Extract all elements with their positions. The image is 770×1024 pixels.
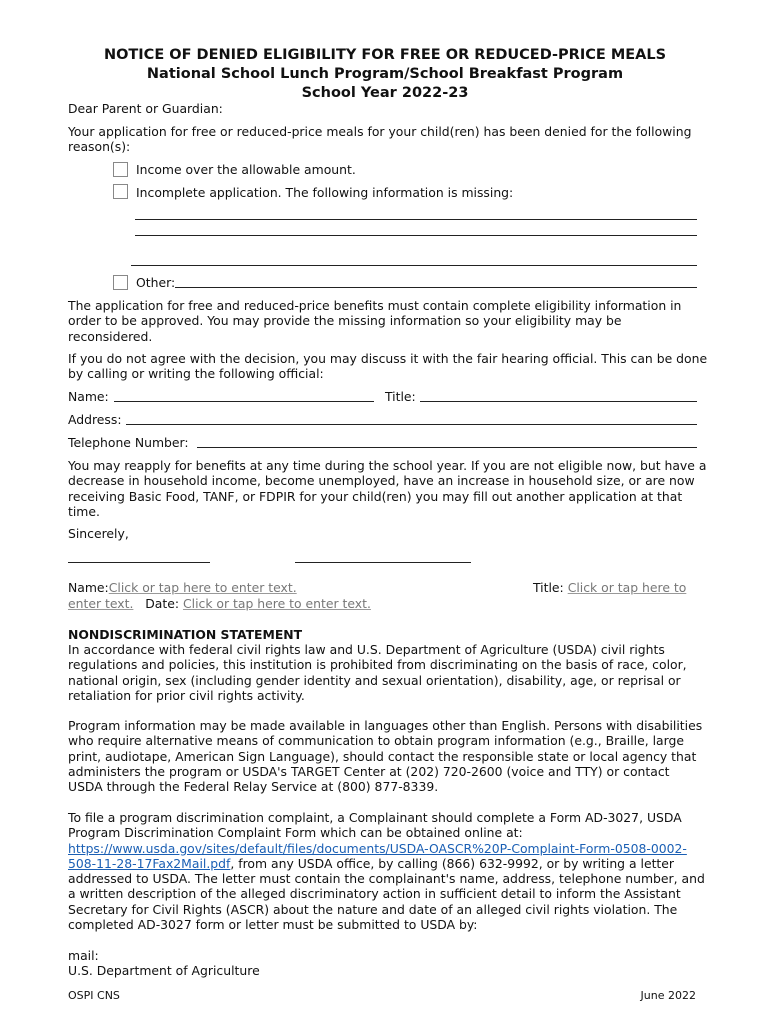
other-checkbox[interactable] bbox=[113, 275, 128, 290]
document-title: NOTICE OF DENIED ELIGIBILITY FOR FREE OR REDUCED-PRICE MEALS bbox=[103, 47, 667, 63]
nondiscrimination-p1: In accordance with federal civil rights law and U.S. Department of Agriculture (USDA) civil rights regulations and policies, this institution is prohibited from discriminating on the basis of race, color, national origin, sex (including gender identity and sexual orientation), disability, age, or reprisal or retaliation for prior civil rights activity. bbox=[68, 642, 687, 703]
signature-date-label: Date: bbox=[145, 596, 180, 611]
reason-other-label: Other: bbox=[136, 275, 176, 290]
official-phone-label: Telephone Number: bbox=[68, 435, 189, 450]
other-reason-line[interactable] bbox=[175, 287, 697, 288]
p3-end-text: , from any USDA office, by calling (866) 632-9992, or by writing a letter addressed to USDA. The letter must contain the complainant's name, address, telephone number, and a written description of the alleged discriminatory action in sufficient detail to inform the Assistant Secretary for Civil Rights (ASCR) about the nature and date of an alleged civil rights violation. The completed AD-3027 form or letter must be submitted to USDA by: bbox=[68, 855, 705, 933]
nondiscrimination-p3 bbox=[68, 810, 708, 932]
official-name-field[interactable] bbox=[114, 401, 374, 402]
signature-title-input[interactable]: Click or tap here to bbox=[567, 580, 687, 595]
school-year: School Year 2022-23 bbox=[301, 85, 469, 101]
signature-line-right[interactable] bbox=[295, 562, 471, 563]
official-title-field[interactable] bbox=[420, 401, 697, 402]
document-subtitle: National School Lunch Program/School Breakfast Program bbox=[146, 66, 624, 82]
incomplete-checkbox[interactable] bbox=[113, 184, 128, 199]
complete-info-paragraph: The application for free and reduced-price benefits must contain complete eligibility information in order to be approved. You may provide the missing information so your eligibility may be reconsidered. bbox=[68, 298, 682, 344]
missing-info-line-1[interactable] bbox=[135, 219, 697, 220]
signature-line-left[interactable] bbox=[68, 562, 210, 563]
signature-date-row bbox=[68, 596, 371, 611]
missing-info-line-2[interactable] bbox=[135, 235, 697, 236]
official-name-label: Name: bbox=[68, 389, 109, 404]
official-address-label: Address: bbox=[68, 412, 122, 427]
signature-name-input[interactable]: Click or tap here to enter text. bbox=[108, 580, 297, 595]
signature-title-input-cont[interactable]: enter text. bbox=[68, 596, 134, 611]
reapply-paragraph: You may reapply for benefits at any time during the school year. If you are not eligible now, but have a decrease in household income, become unemployed, have an increase in household size, or are now receiving Basic Food, TANF, or FDPIR for your child(ren) you may fill out another application at that time. bbox=[68, 458, 707, 519]
mail-label: mail: bbox=[68, 948, 99, 963]
signature-title-label: Title: bbox=[533, 580, 564, 595]
reason-income-label: Income over the allowable amount. bbox=[136, 162, 356, 177]
sincerely: Sincerely, bbox=[68, 526, 129, 541]
signature-date-input[interactable]: Click or tap here to enter text. bbox=[182, 596, 371, 611]
footer-left: OSPI CNS bbox=[68, 989, 120, 1002]
income-checkbox[interactable] bbox=[113, 162, 128, 177]
reason-incomplete-label: Incomplete application. The following information is missing: bbox=[136, 185, 514, 200]
signature-name-row bbox=[68, 580, 297, 595]
official-address-field[interactable] bbox=[126, 424, 697, 425]
signature-title-row bbox=[533, 580, 686, 595]
missing-info-line-3[interactable] bbox=[131, 265, 697, 266]
official-phone-field[interactable] bbox=[197, 447, 697, 448]
complaint-form-link[interactable]: https://www.usda.gov/sites/default/files/documents/USDA-OASCR%20P-Complaint-Form-0508-0002-508-11-28-17Fax2Mail.pdf bbox=[68, 840, 687, 871]
official-title-label: Title: bbox=[385, 389, 416, 404]
greeting: Dear Parent or Guardian: bbox=[68, 101, 223, 116]
p3-start-text: To file a program discrimination complaint, a Complainant should complete a Form AD-3027, USDA Program Discrimination Complaint Form which can be obtained online at: bbox=[68, 810, 682, 841]
mail-address-line-1: U.S. Department of Agriculture bbox=[68, 963, 260, 978]
footer-right: June 2022 bbox=[640, 989, 696, 1002]
disagree-paragraph: If you do not agree with the decision, you may discuss it with the fair hearing official. This can be done by calling or writing the following official: bbox=[68, 351, 708, 382]
intro-paragraph: Your application for free or reduced-price meals for your child(ren) has been denied for the following reason(s): bbox=[68, 124, 692, 155]
nondiscrimination-p2: Program information may be made available in languages other than English. Persons with disabilities who require alternative means of communication to obtain program information (e.g., Braille, large print, audiotape, American Sign Language), should contact the responsible state or local agency that administers the program or USDA's TARGET Center at (202) 720-2600 (voice and TTY) or contact USDA through the Federal Relay Service at (800) 877-8339. bbox=[68, 718, 703, 795]
signature-name-label: Name: bbox=[68, 580, 109, 595]
nondiscrimination-heading: NONDISCRIMINATION STATEMENT bbox=[68, 627, 303, 642]
